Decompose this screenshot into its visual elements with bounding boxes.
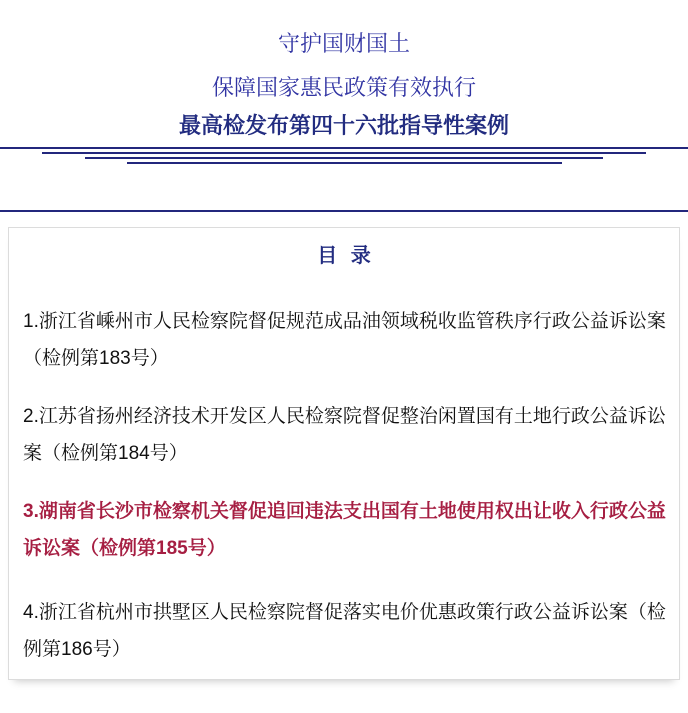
- article-header: [0, 0, 688, 137]
- toc-item-3-highlighted: [23, 493, 665, 567]
- toc-item-4-line-2: 例第186号）: [23, 639, 131, 660]
- divider-line-4: [127, 162, 562, 164]
- toc-heading: 目 录: [317, 245, 371, 267]
- toc-card: [8, 227, 680, 680]
- horizontal-rule: [0, 210, 688, 212]
- divider-line-1: [0, 147, 688, 149]
- toc-item-1: [23, 303, 665, 377]
- toc-item-2: [23, 398, 665, 472]
- header-subtitle-2: 保障国家惠民政策有效执行: [211, 75, 476, 100]
- toc-item-1-line-1: 1.浙江省嵊州市人民检察院督促规范成品油领域税收监管秩序行政公益诉讼案: [23, 311, 666, 332]
- toc-item-2-line-2: 案（检例第184号）: [23, 443, 188, 464]
- toc-item-4-line-1: 4.浙江省杭州市拱墅区人民检察院督促落实电价优惠政策行政公益诉讼案（检: [23, 602, 666, 623]
- header-subtitle-1: 守护国财国土: [277, 31, 410, 56]
- toc-item-2-line-1: 2.江苏省扬州经济技术开发区人民检察院督促整治闲置国有土地行政公益诉讼: [23, 406, 666, 427]
- toc-item-4: [23, 594, 665, 668]
- decorative-divider: [0, 147, 688, 164]
- toc-item-3-line-1: 3.湖南省长沙市检察机关督促追回违法支出国有土地使用权出让收入行政公益: [23, 501, 666, 522]
- divider-line-2: [42, 152, 646, 154]
- toc-item-3-line-2: 诉讼案（检例第185号）: [23, 538, 226, 559]
- article-title: 最高检发布第四十六批指导性案例: [178, 113, 509, 138]
- toc-item-1-line-2: （检例第183号）: [23, 348, 169, 369]
- divider-line-3: [85, 157, 603, 159]
